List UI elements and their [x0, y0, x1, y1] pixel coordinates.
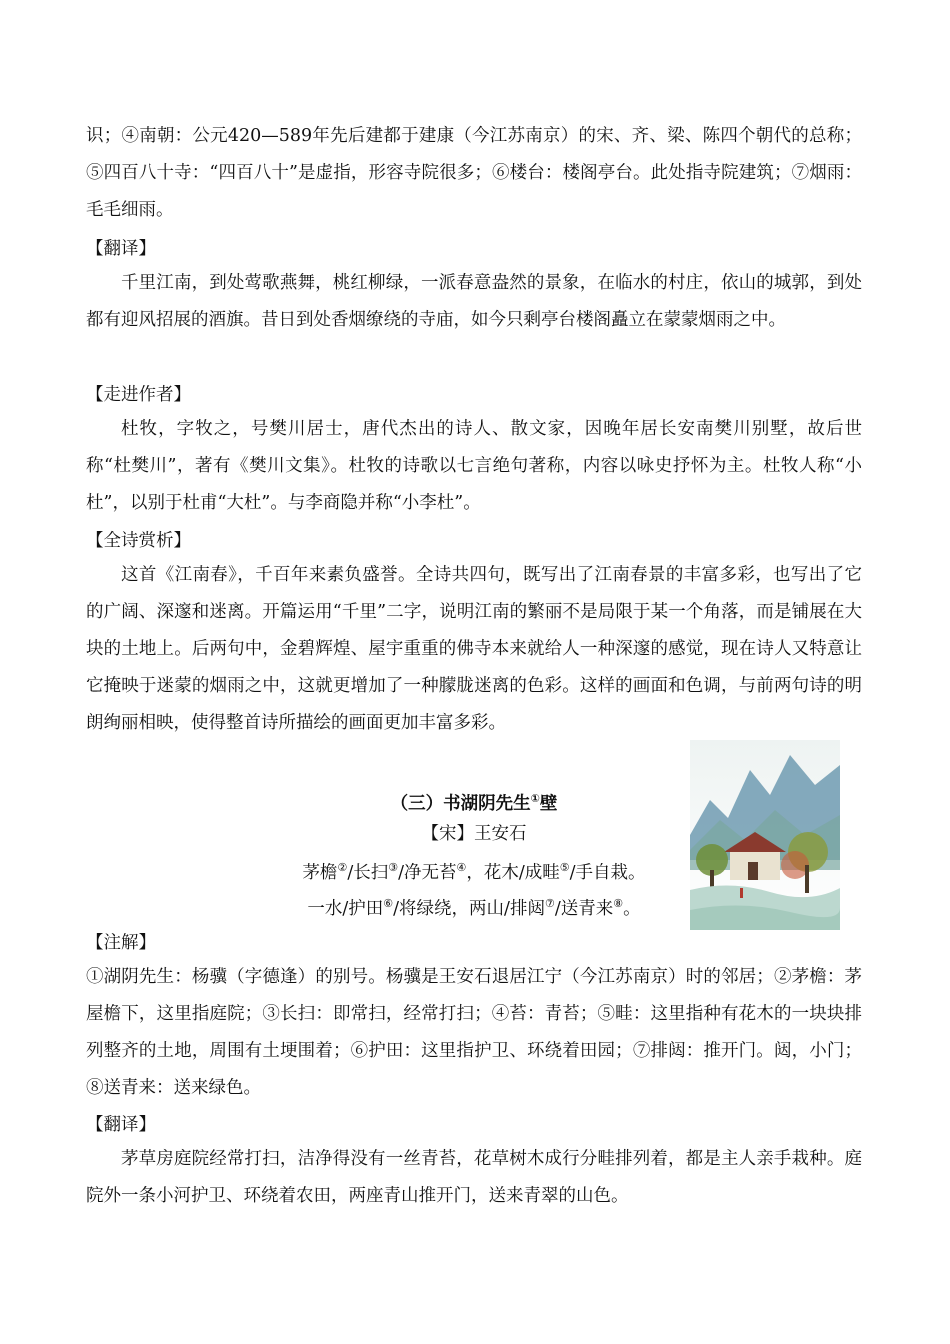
poem-title-sup: ① — [530, 792, 540, 805]
translation-text: 千里江南，到处莺歌燕舞，桃红柳绿，一派春意盎然的景象，在临水的村庄，依山的城郭，到处都有迎风招展的酒旗。昔日到处香烟缭绕的寺庙，如今只剩亭台楼阁矗立在蒙蒙烟雨之中。 — [86, 273, 862, 330]
footnote-marker: ⑧ — [613, 897, 624, 910]
poem-title-main: （三）书湖阴先生 — [390, 793, 531, 814]
footnote-marker: ③ — [388, 861, 399, 874]
footnote-marker: ② — [337, 861, 348, 874]
poem-line-1-text: /长扫 — [347, 862, 389, 883]
translation-heading-2: 【翻译】 — [86, 1115, 156, 1135]
notes-heading: 【注解】 — [86, 933, 156, 953]
author-heading: 【走进作者】 — [86, 385, 191, 405]
poem-line-1-text: /手自栽。 — [569, 862, 646, 883]
appreciation-heading: 【全诗赏析】 — [86, 531, 191, 551]
translation-heading: 【翻译】 — [86, 239, 156, 259]
poem-line-1-text: ，花木/成畦 — [466, 862, 560, 883]
poem-line-2-text: /送青来 — [554, 898, 614, 919]
notes-text: ①湖阴先生：杨骥（字德逢）的别号。杨骥是王安石退居江宁（今江苏南京）时的邻居；②茅檐：茅屋檐下，这里指庭院；③长扫：即常扫，经常打扫；④苔：青苔；⑤畦：这里指种有花木的一块块排列整齐的土地，周围有土埂围着；⑥护田：这里指护卫、环绕着田园；⑦排闼：推开门。闼，小门；⑧送青来：送来绿色。 — [86, 967, 862, 1098]
poem-line-2-text: 。 — [623, 898, 641, 919]
landscape-painting-icon — [690, 740, 840, 930]
poem-title-end: 壁 — [539, 793, 558, 814]
author-text: 杜牧，字牧之，号樊川居士，唐代杰出的诗人、散文家，因晚年居长安南樊川别墅，故后世称“杜樊川”，著有《樊川文集》。杜牧的诗歌以七言绝句著称，内容以咏史抒怀为主。杜牧人称“小杜”，以别于杜甫“大杜”。与李商隐并称“小李杜”。 — [86, 419, 862, 513]
footnote-marker: ④ — [456, 861, 467, 874]
footnote-marker: ⑦ — [544, 897, 555, 910]
poem-line-1-text: 茅檐 — [302, 862, 338, 883]
translation-text-2: 茅草房庭院经常打扫，洁净得没有一丝青苔，花草树木成行分畦排列着，都是主人亲手栽种。庭院外一条小河护卫、环绕着农田，两座青山推开门，送来青翠的山色。 — [86, 1149, 862, 1206]
poem-line-2-text: /将绿绕，两山/排闼 — [393, 898, 545, 919]
poem-line-2-text: 一水/护田 — [307, 898, 384, 919]
poem-author: 【宋】王安石 — [421, 824, 527, 844]
footnote-marker: ⑤ — [559, 861, 570, 874]
footnote-marker: ⑥ — [383, 897, 394, 910]
appreciation-text: 这首《江南春》，千百年来素负盛誉。全诗共四句，既写出了江南春景的丰富多彩，也写出了它的广阔、深邃和迷离。开篇运用“千里”二字，说明江南的繁丽不是局限于某一个角落，而是铺展在大块的土地上。后两句中，金碧辉煌、屋宇重重的佛寺本来就给人一种深邃的感觉，现在诗人又特意让它掩映于迷蒙的烟雨之中，这就更增加了一种朦胧迷离的色彩。这样的画面和色调，与前两句诗的明朗绚丽相映，使得整首诗所描绘的画面更加丰富多彩。 — [86, 565, 862, 733]
poem-line-1-text: /净无苔 — [398, 862, 457, 883]
notes-continued: 识；④南朝：公元420—589年先后建都于建康（今江苏南京）的宋、齐、梁、陈四个朝代的总称；⑤四百八十寺：“四百八十”是虚指，形容寺院很多；⑥楼台：楼阁亭台。此处指寺院建筑；⑦烟雨：毛毛细雨。 — [86, 126, 862, 220]
